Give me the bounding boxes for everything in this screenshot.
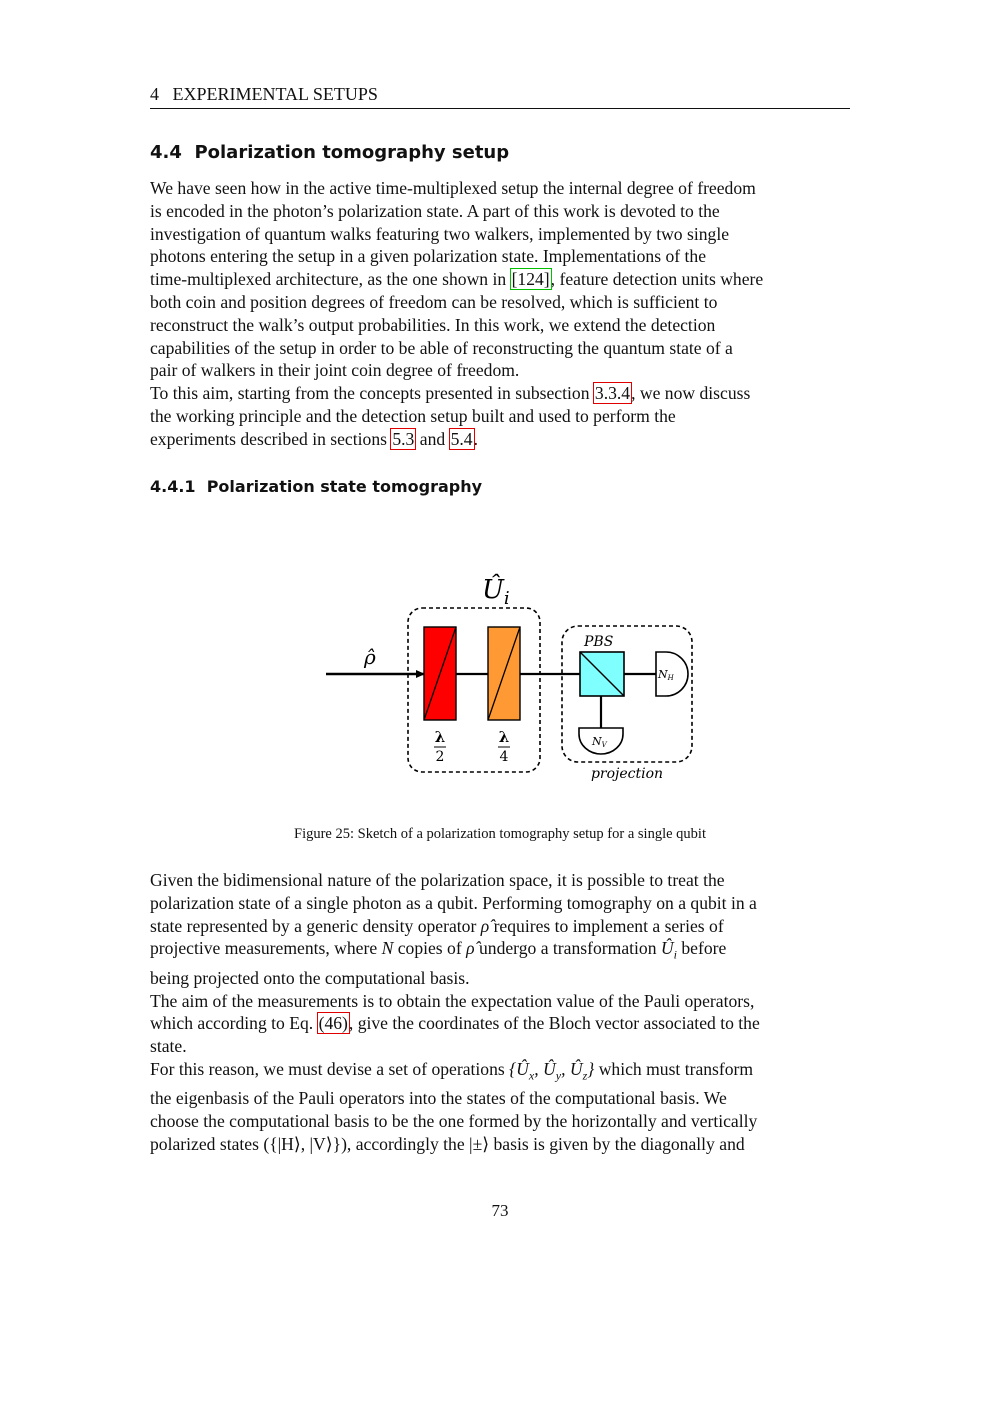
tomography-diagram xyxy=(300,560,720,800)
text-fragment: , feature detection units where xyxy=(550,269,764,290)
text-line: state. xyxy=(150,1036,187,1057)
text-line: the eigenbasis of the Pauli operators into the states of the computational basis. We xyxy=(150,1088,727,1109)
text-line: investigation of quantum walks featuring two walkers, implemented by two single xyxy=(150,223,730,244)
text-fragment: before xyxy=(676,938,727,959)
subsection-number: 4.4.1 xyxy=(150,477,196,496)
text-fragment: state represented by a generic density operator xyxy=(150,915,481,936)
text-fragment: which must transform xyxy=(594,1058,754,1079)
text-line: photons entering the setup in a given polarization state. Implementations of the xyxy=(150,246,707,267)
text-line: being projected onto the computational basis. xyxy=(150,967,470,988)
paragraph-5 xyxy=(150,1058,850,1156)
paragraph-2 xyxy=(150,382,850,450)
rho-symbol: ρ̂ xyxy=(480,915,490,936)
detector-v-label: NV xyxy=(592,735,607,749)
text-fragment: copies of xyxy=(393,938,467,959)
hwp-label-numerator: λ xyxy=(434,728,446,746)
text-line: choose the computational basis to be the one formed by the horizontally and vertically xyxy=(150,1111,758,1131)
tomography-figure xyxy=(300,560,720,800)
running-header-title: 4 EXPERIMENTAL SETUPS xyxy=(150,84,378,104)
text-line: the working principle and the detection setup built and used to perform the xyxy=(150,405,676,426)
section-title-text: Polarization tomography setup xyxy=(194,142,510,163)
unitary-symbol: $Û_i$ xyxy=(660,938,677,962)
text-fragment: requires to implement a series of xyxy=(489,915,724,936)
page-number: 73 xyxy=(491,1201,509,1220)
n-symbol: N xyxy=(381,938,394,959)
text-line: Given the bidimensional nature of the polarization space, it is possible to treat the xyxy=(150,870,725,890)
figure-caption: Figure 25: Sketch of a polarization tomography setup for a single qubit xyxy=(294,826,706,842)
text-line xyxy=(150,428,850,451)
detector-h-label: NH xyxy=(658,668,674,682)
subsection-title-text: Polarization state tomography xyxy=(206,477,483,496)
projection-label: projection xyxy=(590,766,664,782)
text-line xyxy=(150,382,850,405)
text-line: polarized states ({|H⟩, |V⟩}), accordingly the |±⟩ basis is given by the diagonally and xyxy=(150,1133,745,1154)
text-fragment: experiments described in sections xyxy=(150,428,392,449)
text-fragment: projective measurements, where xyxy=(150,938,382,959)
text-line: We have seen how in the active time-multiplexed setup the internal degree of freedom xyxy=(150,178,756,198)
text-line xyxy=(150,1012,850,1035)
operator-set: {$Û_x$, $Û_y$, $Û_z$} xyxy=(509,1058,595,1083)
pbs-label: PBS xyxy=(584,634,614,650)
text-line xyxy=(150,268,850,291)
text-fragment: time-multiplexed architecture, as the one shown in xyxy=(150,269,511,290)
citation-link-124[interactable]: [124] xyxy=(511,269,550,290)
equation-link-46[interactable]: (46) xyxy=(318,1013,348,1034)
section-link-5-4[interactable]: 5.4 xyxy=(450,428,473,449)
text-fragment: To this aim, starting from the concepts presented in subsection xyxy=(150,383,594,404)
text-fragment: undergo a transformation xyxy=(474,938,661,959)
text-fragment: For this reason, we must devise a set of operations xyxy=(150,1058,510,1079)
hwp-label-denominator: 2 xyxy=(435,749,445,765)
text-fragment: , give the coordinates of the Bloch vector associated to the xyxy=(348,1013,760,1034)
main-paragraphs xyxy=(150,869,850,1156)
text-fragment: . xyxy=(473,428,478,449)
text-line xyxy=(150,915,850,938)
paragraph-3 xyxy=(150,869,850,990)
paragraph-4 xyxy=(150,990,850,1058)
text-line xyxy=(150,1058,850,1087)
text-line: The aim of the measurements is to obtain the expectation value of the Pauli operators, xyxy=(150,990,755,1011)
paragraph-1 xyxy=(150,177,850,382)
text-line xyxy=(150,937,850,966)
qwp-label-numerator: λ xyxy=(498,728,510,746)
text-line: is encoded in the photon’s polarization state. A part of this work is devoted to the xyxy=(150,200,720,221)
text-fragment: , we now discuss xyxy=(631,383,751,404)
text-line: pair of walkers in their joint coin degree of freedom. xyxy=(150,360,520,381)
text-line: capabilities of the setup in order to be able of reconstructing the quantum state of a xyxy=(150,337,733,358)
section-title xyxy=(150,142,509,163)
qwp-label-denominator: 4 xyxy=(499,749,509,765)
unitary-label: $Û_i$ xyxy=(482,575,510,609)
text-line: reconstruct the walk’s output probabilities. In this work, we extend the detection xyxy=(150,314,716,335)
subsection-title xyxy=(150,477,482,496)
rho-symbol: ρ̂ xyxy=(466,938,475,959)
input-state-label: ρ̂ xyxy=(364,645,376,669)
text-fragment: and xyxy=(415,428,450,449)
text-line: polarization state of a single photon as a qubit. Performing tomography on a qubit in a xyxy=(150,892,757,913)
text-line: both coin and position degrees of freedom can be resolved, which is sufficient to xyxy=(150,291,718,312)
intro-paragraphs xyxy=(150,177,850,451)
section-link-3-3-4[interactable]: 3.3.4 xyxy=(594,383,631,404)
running-header xyxy=(150,84,850,109)
section-link-5-3[interactable]: 5.3 xyxy=(392,428,415,449)
section-number: 4.4 xyxy=(150,142,182,163)
text-fragment: which according to Eq. xyxy=(150,1013,318,1034)
